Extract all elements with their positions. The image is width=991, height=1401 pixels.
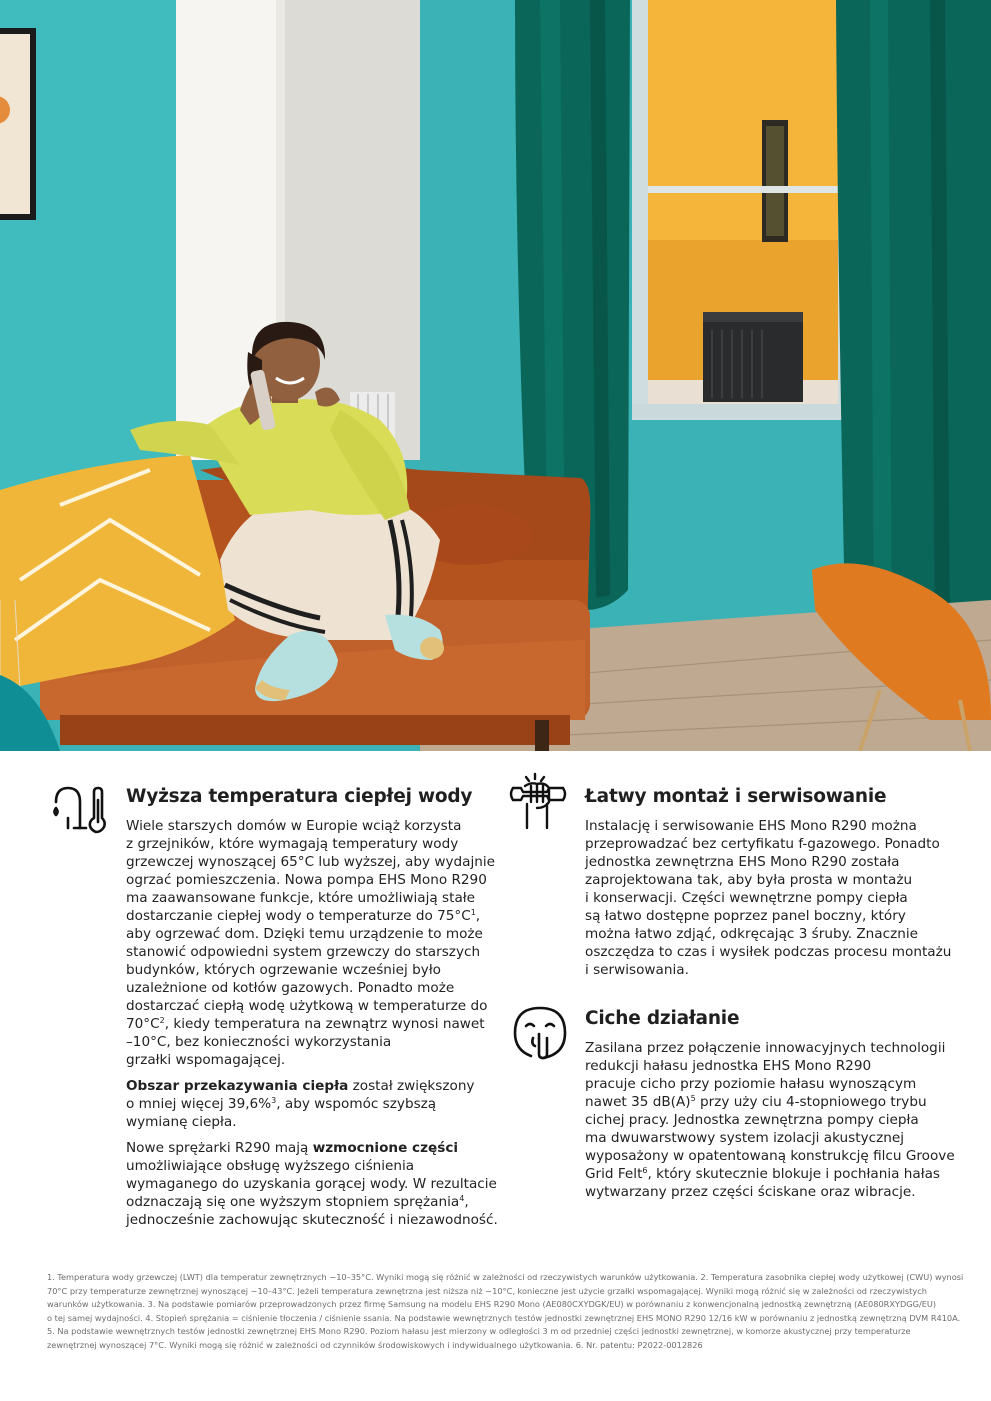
picture-frame	[0, 28, 36, 220]
feature-title: Ciche działanie	[585, 1008, 740, 1029]
feature-text: Instalację i serwisowanie EHS Mono R290 można przeprowadzać bez certyfikatu f-gazowego. Ponadto jednostka zewnętrzna EHS Mono R290 została zaprojektowana tak, aby była prosta w montażu i konserwacji. Części wewnętrzne pompy ciepła są łatwo dostępne poprzez panel boczny, który można łatwo zdjąć, odkręcając 3 śruby. Znacznie oszczędza to czas i wysiłek podczas procesu montażu i serwisowania.	[585, 818, 952, 978]
footnote-line: warunków użytkowania. 3. Na podstawie pomiarów przeprowadzonych przez firmę Samsung na modelu EHS R290 Mono (AE080CXYDGK/EU) w porównaniu z konwencjonalną jednostką zewnętrzną (AE080RXYDGG/EU)	[47, 1299, 937, 1310]
paragraph-2: Obszar przekazywania ciepła został zwiększony o mniej więcej 39,6%$^3$, aby wspomóc szybszą wymianę ciepła.	[126, 1078, 475, 1130]
feature-title: Wyższa temperatura ciepłej wody	[126, 786, 473, 807]
feature-title: Łatwy montaż i serwisowanie	[585, 786, 887, 807]
window	[632, 0, 844, 420]
paragraph-3: Nowe sprężarki R290 mają wzmocnione części umożliwiające obsługę wyższego ciśnienia wymaganego do uzyskania gorącej wody. W rezultacie odznaczają się one wyższym stopniem sprężania$^4$, jednocześnie zachowując skuteczność i niezawodność.	[126, 1140, 498, 1228]
footnote-line: 1. Temperatura wody grzewczej (LWT) dla temperatur zewnętrznych −10–35°C. Wyniki mogą się różnić w zależności od rzeczywistych warunków użytkowania. 2. Temperatura zasobnika ciepłej wody użytkowej (CWU) wynosi	[47, 1272, 964, 1282]
wrench-fist-icon	[509, 772, 567, 830]
outdoor-heat-pump	[703, 312, 803, 402]
footnote-ref: 2	[159, 1016, 165, 1025]
footnotes	[47, 1271, 964, 1353]
curtain-right	[836, 0, 991, 660]
footnote-line: zewnętrznej wynoszącej 7°C. Wyniki mogą się różnić w zależności od czynników środowiskowych i indywidualnego użytkowania. 6. Nr. patentu: P2022-0012826	[47, 1339, 703, 1350]
paragraph-1: Wiele starszych domów w Europie wciąż korzysta z grzejników, które wymagają temperatury wody grzewczej wynoszącej 65°C lub wyższej, aby wydajnie ogrzać pomieszczenia. Nowa pompa EHS Mono R290 ma zaawansowane funkcje, które umożliwiają stałe dostarczanie ciepłej wody o temperaturze do $75^\circ C^1$, aby ogrzewać dom. Dzięki temu urządzenie to może stanowić odpowiedni system grzewczy do starszych budynków, których ogrzewanie wcześniej było uzależnione od kotłów gazowych. Ponadto może dostarczać ciepłą wodę użytkową w temperaturze do $70^\circ C^2$, kiedy temperatura na zewnątrz wynosi nawet –10°C, bez konieczności wykorzystania grzałki wspomagającej.	[126, 818, 496, 1068]
footnote-line: 70°C przy temperaturze zewnętrznej wynoszącej −10–43°C. Jeżeli temperatura zewnętrzna jest niższa niż −10°C, konieczne jest użycie grzałki wspomagającej. Wyniki mogą różnić się w zależności od rzeczywistych	[47, 1285, 927, 1296]
footnote-line: 5. Na podstawie wewnętrznych testów jednostki zewnętrznej EHS Mono R290. Poziom hałasu jest mierzony w odległości 3 m od przedniej części jednostki zewnętrznej, w komorze akustycznej przy temperaturze	[47, 1326, 911, 1337]
faucet-thermometer-icon	[48, 782, 106, 840]
footnote-line: o tej samej wydajności. 4. Stopień sprężania = ciśnienie tłoczenia / ciśnienie ssania. Na podstawie wewnętrznych testów jednostki zewnętrznej EHS MONO R290 12/16 kW w porównaniu z jednostką zewnętrzną DVM R410A.	[47, 1312, 961, 1323]
footnote-ref: 1	[470, 908, 476, 917]
feature-text: Zasilana przez połączenie innowacyjnych technologii redukcji hałasu jednostka EHS Mono R290 pracuje cicho przy poziomie hałasu wynoszącym nawet 35 $dB(A)^5$ przy uży ciu 4-stopniowego trybu cichej pracy. Jednostka zewnętrzna pompy ciepła ma dwuwarstwowy system izolacji akustycznej wyposażony w opatentowaną konstrukcję filcu Groove Grid Felt$^6$, który skutecznie blokuje i pochłania hałas wytwarzany przez części ściskane oraz wibracje.	[585, 1040, 955, 1200]
shushing-face-icon	[511, 1004, 569, 1062]
